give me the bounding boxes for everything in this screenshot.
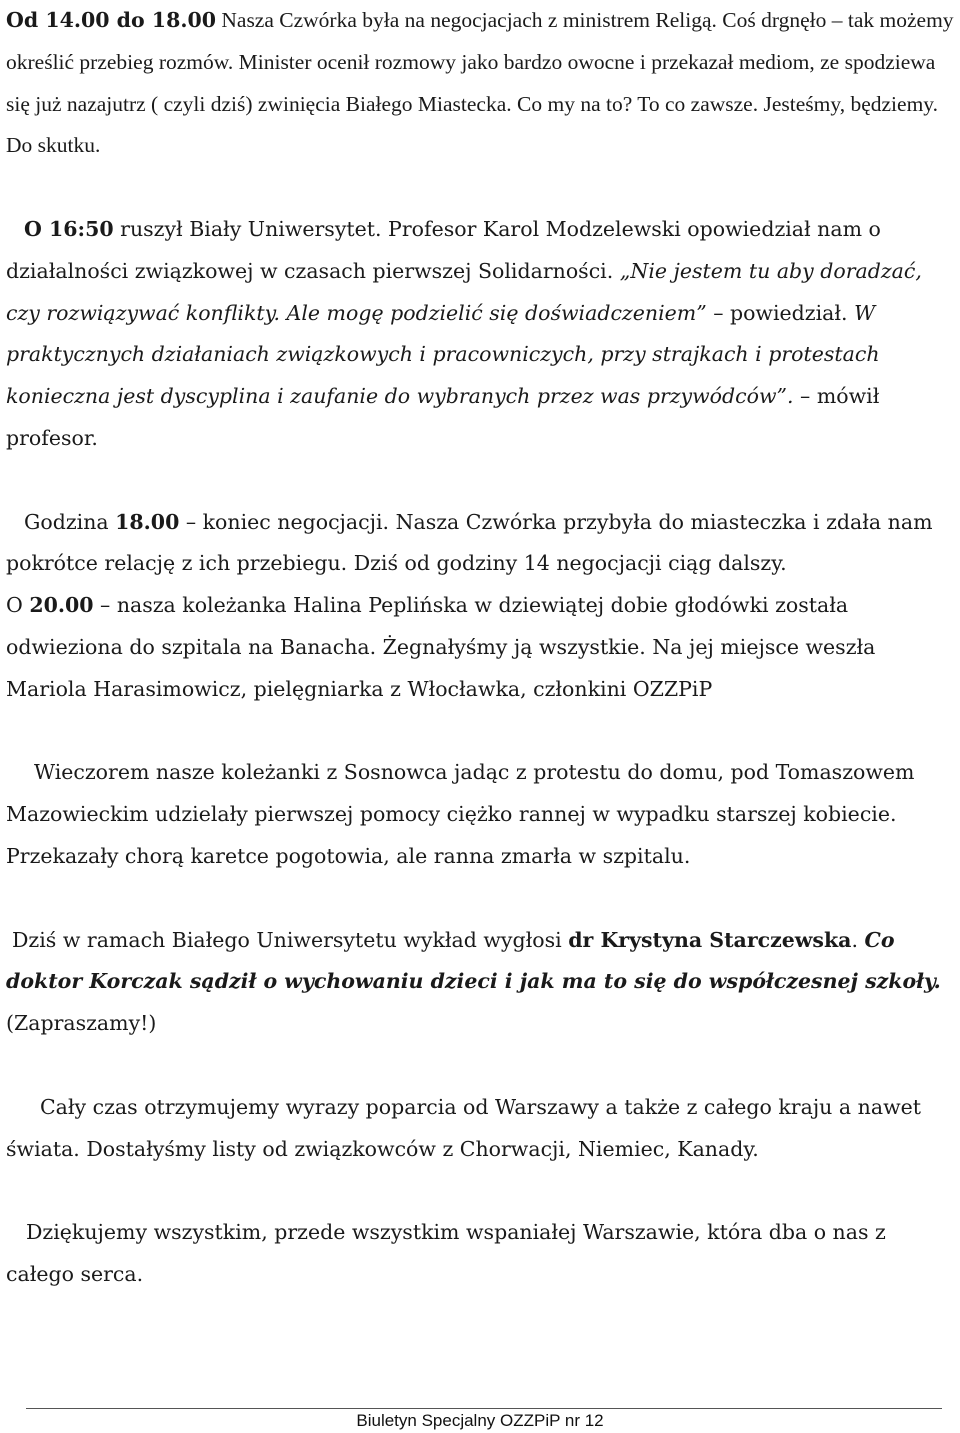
page-footer: Biuletyn Specjalny OZZPiP nr 12 — [356, 1411, 604, 1430]
spacer — [6, 878, 956, 920]
paragraph-text: ruszył Biały Uniwersytet. Profesor Karol Modzelewski opowiedział nam o działalności związkowej w czasach pierwszej Solidarności. — [6, 216, 881, 283]
time-range: Od 14.00 do 18.00 — [6, 8, 216, 32]
paragraph-text: Dziękujemy wszystkim, przede wszystkim wspaniałej Warszawie, która dba o nas z całego serca. — [6, 1220, 886, 1286]
spacer — [6, 1170, 956, 1212]
paragraph-text: – powiedział. — [706, 300, 855, 325]
paragraph-text: – koniec negocjacji. Nasza Czwórka przybyła do miasteczka i zdała nam pokrótce relację z ich przebiegu. Dziś od godziny 14 negocjacji ciąg dalszy. — [6, 509, 933, 576]
time-label: 18.00 — [115, 509, 180, 534]
time-label: O 16:50 — [24, 216, 114, 241]
paragraph-text: Nasza Czwórka była na negocjacjach z ministrem Religą. Coś drgnęło – tak możemy określić przebieg rozmów. Minister ocenił rozmowy jako bardzo owocne i przekazał mediom, ze spodziewa się już nazajutrz ( czyli dziś) zwinięcia Białego Miastecka. Co my na to? To co zawsze. Jesteśmy, będziemy. Do skutku. — [6, 8, 954, 158]
spacer — [6, 167, 956, 209]
paragraph-text: O — [6, 593, 30, 618]
paragraph-text: . — [851, 927, 865, 952]
paragraph-text: Dziś w ramach Białego Uniwersytetu wykład wygłosi — [12, 927, 569, 952]
document-body — [6, 0, 956, 1296]
time-label: 20.00 — [29, 593, 94, 618]
paragraph-text: – nasza koleżanka Halina Peplińska w dziewiątej dobie głodówki została odwieziona do szpitala na Banacha. Żegnałyśmy ją wszystkie. Na jej miejsce weszła Mariola Harasimowicz, pielęgniarka z Włocławka, członkini OZZPiP — [6, 593, 876, 701]
paragraph-text: (Zapraszamy!) — [6, 1011, 157, 1036]
paragraph-evening — [6, 502, 956, 711]
paragraph-sosnowiec — [6, 752, 956, 877]
spacer — [6, 460, 956, 502]
paragraph-support — [6, 1087, 956, 1171]
footer-divider — [26, 1408, 942, 1409]
spacer — [6, 1045, 956, 1087]
lecture-title: Co doktor Korczak sądził o wychowaniu dzieci i jak ma to się do współczesnej szkoły. — [6, 927, 941, 994]
paragraph-text: Godzina — [24, 509, 116, 534]
quote-text: „Nie jestem tu aby doradzać, czy rozwiązywać konflikty. Ale mogę podzielić się doświadczeniem” — [6, 258, 922, 325]
paragraph-lecture — [6, 920, 956, 1045]
paragraph-white-university — [6, 209, 956, 460]
quote-text: W praktycznych działaniach związkowych i pracowniczych, przy strajkach i protestach konieczna jest dyscyplina i zaufanie do wybranych przez was przywódców”. — [6, 300, 880, 409]
spacer — [6, 711, 956, 753]
paragraph-text: Cały czas otrzymujemy wyrazy poparcia od Warszawy a także z całego kraju a nawet świata. Dostałyśmy listy od związkowców z Chorwacji, Niemiec, Kanady. — [6, 1094, 921, 1161]
speaker-name: dr Krystyna Starczewska — [568, 927, 852, 952]
paragraph-text: – mówił profesor. — [6, 384, 880, 450]
paragraph-thanks — [6, 1212, 956, 1296]
paragraph-negotiations — [6, 0, 956, 167]
paragraph-text: Wieczorem nasze koleżanki z Sosnowca jadąc z protestu do domu, pod Tomaszowem Mazowieckim udzielały pierwszej pomocy ciężko rannej w wypadku starszej kobiecie. Przekazały chorą karetce pogotowia, ale ranna zmarła w szpitalu. — [6, 760, 915, 868]
